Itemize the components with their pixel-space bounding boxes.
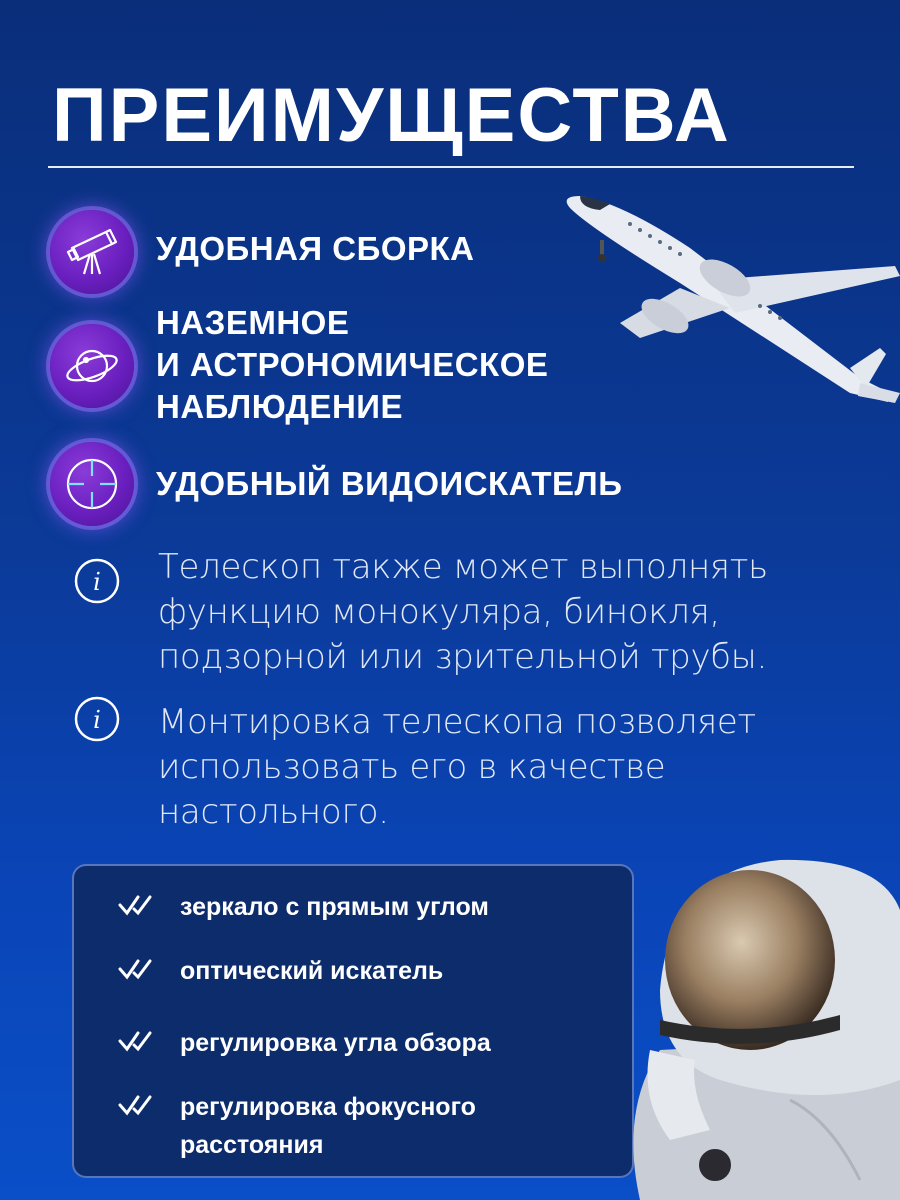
feature-label-viewfinder: УДОБНЫЙ ВИДОИСКАТЕЛЬ bbox=[156, 465, 623, 502]
checklist-item bbox=[118, 888, 600, 926]
checklist-line: регулировка фокусного bbox=[180, 1093, 476, 1121]
page-title: ПРЕИМУЩЕСТВА bbox=[52, 73, 731, 158]
info-text-mount bbox=[158, 700, 778, 835]
info-icon bbox=[72, 556, 122, 606]
feature-label-assembly: УДОБНАЯ СБОРКА bbox=[156, 230, 475, 267]
telescope-icon-badge bbox=[50, 210, 134, 294]
feature-label-line: И АСТРОНОМИЧЕСКОЕ bbox=[156, 346, 549, 383]
crosshair-icon-badge bbox=[50, 442, 134, 526]
info-line: функцию монокуляра, бинокля, bbox=[158, 592, 720, 632]
checklist-line: расстояния bbox=[180, 1131, 324, 1159]
checklist-item-label: оптический искатель bbox=[180, 957, 444, 985]
checklist-item bbox=[118, 952, 600, 990]
telescope-icon bbox=[62, 222, 122, 282]
crosshair-icon bbox=[62, 454, 122, 514]
svg-text:i: i bbox=[93, 706, 101, 734]
info-line: настольного. bbox=[158, 792, 389, 832]
info-line: Монтировка телескопа позволяет bbox=[158, 702, 756, 742]
info-text-monocular bbox=[158, 545, 778, 680]
double-check-icon bbox=[118, 1029, 156, 1053]
info-icon bbox=[72, 694, 122, 744]
checklist-item bbox=[118, 1024, 600, 1062]
checklist-item-label: зеркало с прямым углом bbox=[180, 893, 489, 921]
double-check-icon bbox=[118, 893, 156, 917]
airplane-image bbox=[560, 188, 900, 428]
info-line: Телескоп также может выполнять bbox=[158, 547, 768, 587]
astronaut-image bbox=[600, 850, 900, 1200]
double-check-icon bbox=[118, 957, 156, 981]
info-line: подзорной или зрительной трубы. bbox=[158, 637, 768, 677]
title-divider bbox=[48, 166, 854, 168]
checklist-item-label bbox=[180, 1088, 600, 1164]
svg-text:i: i bbox=[93, 568, 101, 596]
features-checklist-panel bbox=[72, 864, 634, 1178]
checklist-item bbox=[118, 1088, 600, 1164]
double-check-icon bbox=[118, 1093, 156, 1117]
planet-icon bbox=[62, 336, 122, 396]
feature-label-observation bbox=[156, 302, 548, 428]
info-line: использовать его в качестве bbox=[158, 747, 666, 787]
feature-label-line: НАЗЕМНОЕ bbox=[156, 304, 350, 341]
checklist-item-label: регулировка угла обзора bbox=[180, 1029, 491, 1057]
planet-icon-badge bbox=[50, 324, 134, 408]
feature-label-line: НАБЛЮДЕНИЕ bbox=[156, 388, 404, 425]
